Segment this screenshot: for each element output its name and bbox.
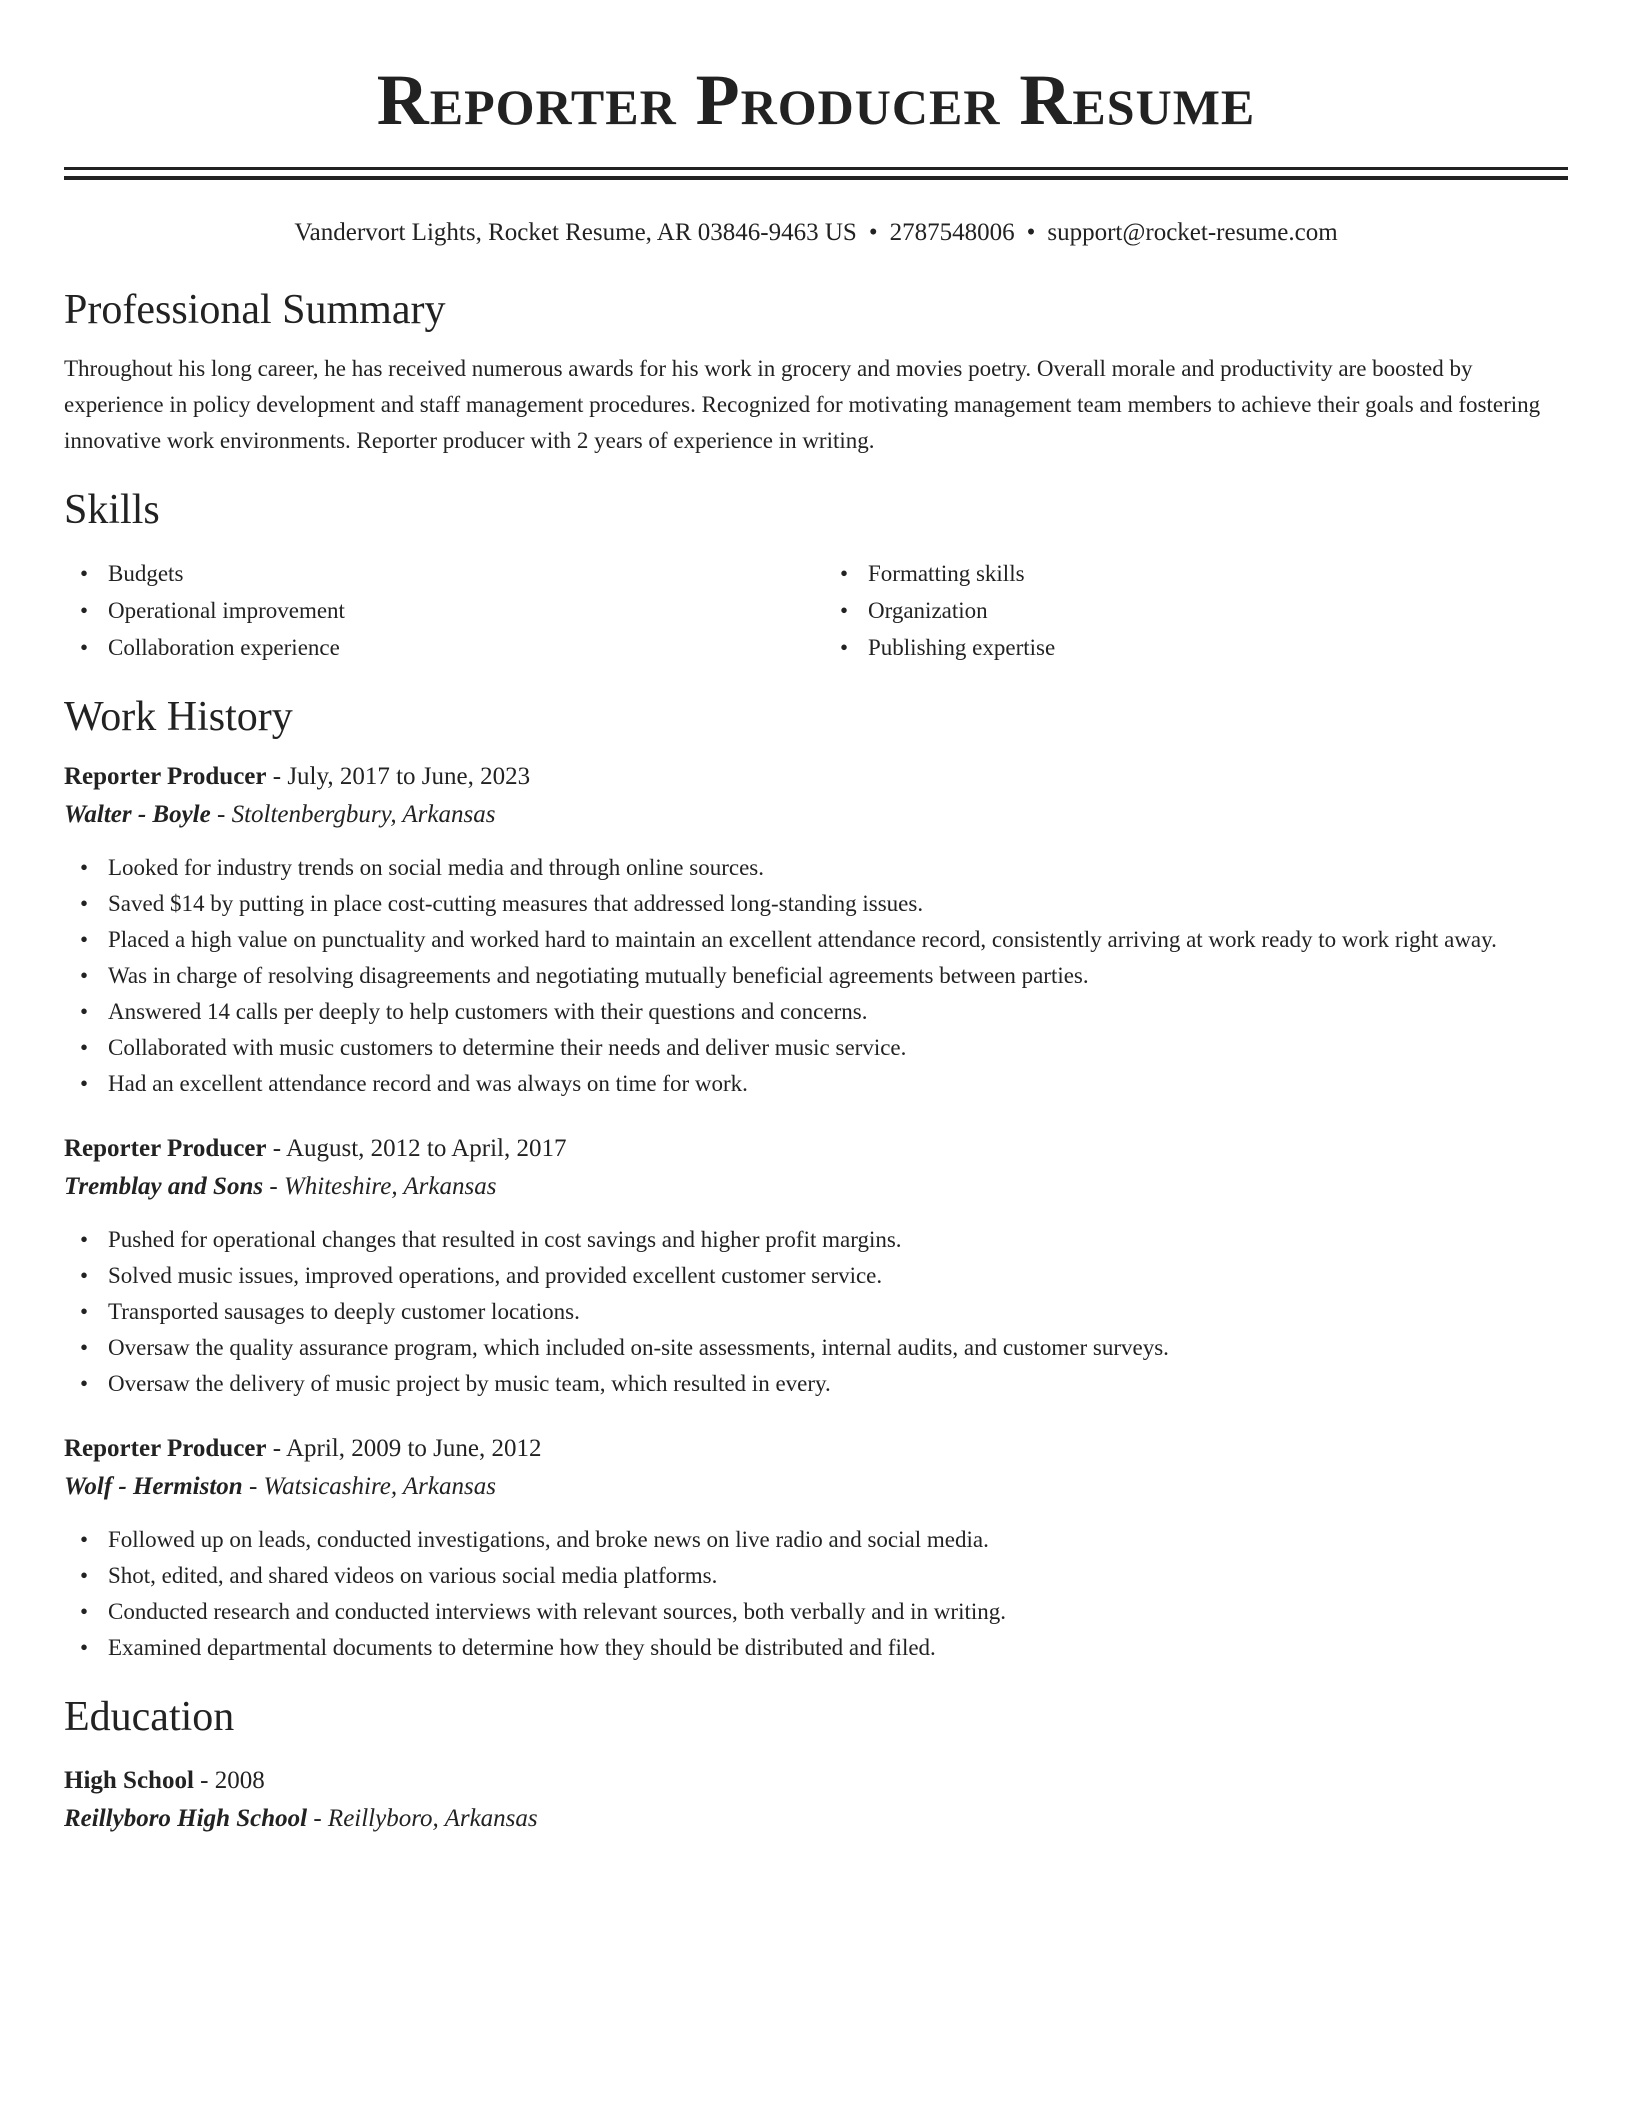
job-dates: July, 2017 to June, 2023 — [287, 763, 531, 790]
bullet-icon: • — [80, 1563, 89, 1588]
bullet-icon: • — [80, 1071, 89, 1096]
contact-address: Vandervort Lights, Rocket Resume, AR 03846-9463 US — [294, 219, 857, 246]
job-title-line: Reporter Producer - August, 2012 to April, 2017 — [64, 1135, 567, 1162]
work-history-section — [64, 692, 1568, 1666]
bullet-icon: • — [80, 1263, 89, 1288]
education-school: Reillyboro High School — [64, 1805, 308, 1832]
job-bullet: • Looked for industry trends on social media and through online sources. — [64, 850, 1568, 886]
job-company-line: Wolf - Hermiston - Watsicashire, Arkansas — [64, 1473, 496, 1500]
job-company-line: Tremblay and Sons - Whiteshire, Arkansas — [64, 1173, 497, 1200]
contact-line — [64, 215, 1568, 251]
job-bullets — [64, 1222, 1568, 1402]
skills-columns — [64, 555, 1568, 666]
bullet-icon: • — [840, 598, 849, 623]
skill-item: • Publishing expertise — [824, 629, 1568, 666]
job-bullet: • Had an excellent attendance record and was always on time for work. — [64, 1066, 1568, 1102]
education-degree-line: High School - 2008 — [64, 1767, 265, 1794]
skill-item: • Formatting skills — [824, 555, 1568, 592]
skills-list-left — [64, 555, 816, 666]
bullet-icon: • — [80, 598, 89, 623]
bullet-icon: • — [80, 927, 89, 952]
contact-phone: 2787548006 — [889, 219, 1015, 246]
job-bullet: • Transported sausages to deeply customer locations. — [64, 1294, 1568, 1330]
bullet-icon: • — [80, 1527, 89, 1552]
education-location: Reillyboro, Arkansas — [327, 1805, 538, 1832]
job-bullet: • Followed up on leads, conducted investigations, and broke news on live radio and social media. — [64, 1522, 1568, 1558]
skills-section — [64, 485, 1568, 666]
skill-item: • Budgets — [64, 555, 816, 592]
contact-email: support@rocket-resume.com — [1047, 219, 1338, 246]
job-bullet: • Saved $14 by putting in place cost-cutting measures that addressed long-standing issues. — [64, 886, 1568, 922]
summary-heading: Professional Summary — [64, 287, 446, 333]
summary-section — [64, 285, 1568, 459]
bullet-icon: • — [80, 635, 89, 660]
job-bullet: • Examined departmental documents to determine how they should be distributed and filed. — [64, 1630, 1568, 1666]
bullet-icon: • — [80, 1635, 89, 1660]
bullet-icon: • — [80, 1599, 89, 1624]
skill-item: • Collaboration experience — [64, 629, 816, 666]
job-location: Whiteshire, Arkansas — [283, 1173, 497, 1200]
bullet-icon: • — [80, 1299, 89, 1324]
bullet-icon: • — [80, 1335, 89, 1360]
summary-text: Throughout his long career, he has received numerous awards for his work in grocery and movies poetry. Overall morale and productivity are boosted by experience in policy development and staff management procedures. Recognized for motivating management team members to achieve their goals and fostering innovative work environments. Reporter producer with 2 years of experience in writing. — [64, 356, 1541, 453]
job-company-line: Walter - Boyle - Stoltenbergbury, Arkansas — [64, 801, 496, 828]
education-school-line: Reillyboro High School - Reillyboro, Arkansas — [64, 1805, 538, 1832]
job-dates: April, 2009 to June, 2012 — [285, 1435, 542, 1462]
job-entry — [64, 758, 1568, 1102]
education-section — [64, 1692, 1568, 1838]
job-role: Reporter Producer — [64, 763, 267, 790]
job-bullet: • Was in charge of resolving disagreements and negotiating mutually beneficial agreements between parties. — [64, 958, 1568, 994]
bullet-icon: • — [80, 1227, 89, 1252]
bullet-icon: • — [840, 635, 849, 660]
bullet-icon: • — [80, 999, 89, 1024]
job-dates: August, 2012 to April, 2017 — [285, 1135, 567, 1162]
education-year: 2008 — [214, 1767, 265, 1794]
resume-title: Reporter Producer Resume — [376, 60, 1256, 140]
skills-list-right — [816, 555, 1568, 666]
bullet-icon: • — [80, 1035, 89, 1060]
job-bullet: • Pushed for operational changes that resulted in cost savings and higher profit margins. — [64, 1222, 1568, 1258]
job-bullet: • Conducted research and conducted interviews with relevant sources, both verbally and in writing. — [64, 1594, 1568, 1630]
contact-separator: • — [1026, 219, 1036, 246]
job-bullet: • Answered 14 calls per deeply to help customers with their questions and concerns. — [64, 994, 1568, 1030]
skill-item: • Operational improvement — [64, 592, 816, 629]
bullet-icon: • — [80, 561, 89, 586]
job-bullet: • Placed a high value on punctuality and worked hard to maintain an excellent attendance record, consistently arriving at work ready to work right away. — [64, 922, 1568, 958]
title-rule-thick — [64, 176, 1568, 180]
bullet-icon: • — [80, 963, 89, 988]
bullet-icon: • — [840, 561, 849, 586]
job-bullet: • Solved music issues, improved operations, and provided excellent customer service. — [64, 1258, 1568, 1294]
job-company: Walter - Boyle — [64, 801, 211, 828]
job-bullet: • Shot, edited, and shared videos on various social media platforms. — [64, 1558, 1568, 1594]
skill-item: • Organization — [824, 592, 1568, 629]
job-location: Stoltenbergbury, Arkansas — [231, 801, 496, 828]
bullet-icon: • — [80, 855, 89, 880]
education-entry — [64, 1762, 1568, 1838]
job-title-line: Reporter Producer - April, 2009 to June, 2012 — [64, 1435, 542, 1462]
job-title-line: Reporter Producer - July, 2017 to June, 2023 — [64, 763, 531, 790]
bullet-icon: • — [80, 1371, 89, 1396]
bullet-icon: • — [80, 891, 89, 916]
job-location: Watsicashire, Arkansas — [263, 1473, 496, 1500]
job-entry — [64, 1130, 1568, 1402]
job-company: Wolf - Hermiston — [64, 1473, 243, 1500]
job-role: Reporter Producer — [64, 1135, 267, 1162]
job-bullet: • Oversaw the quality assurance program, which included on-site assessments, internal audits, and customer surveys. — [64, 1330, 1568, 1366]
job-company: Tremblay and Sons — [64, 1173, 264, 1200]
work-history-heading: Work History — [64, 694, 293, 740]
job-bullet: • Collaborated with music customers to determine their needs and deliver music service. — [64, 1030, 1568, 1066]
job-role: Reporter Producer — [64, 1435, 267, 1462]
education-degree: High School — [64, 1767, 194, 1794]
job-bullet: • Oversaw the delivery of music project by music team, which resulted in every. — [64, 1366, 1568, 1402]
job-bullets — [64, 1522, 1568, 1666]
skills-heading: Skills — [64, 487, 160, 533]
title-rule-thin — [64, 167, 1568, 170]
contact-separator: • — [868, 219, 878, 246]
job-bullets — [64, 850, 1568, 1102]
job-entry — [64, 1430, 1568, 1666]
education-heading: Education — [64, 1694, 235, 1740]
